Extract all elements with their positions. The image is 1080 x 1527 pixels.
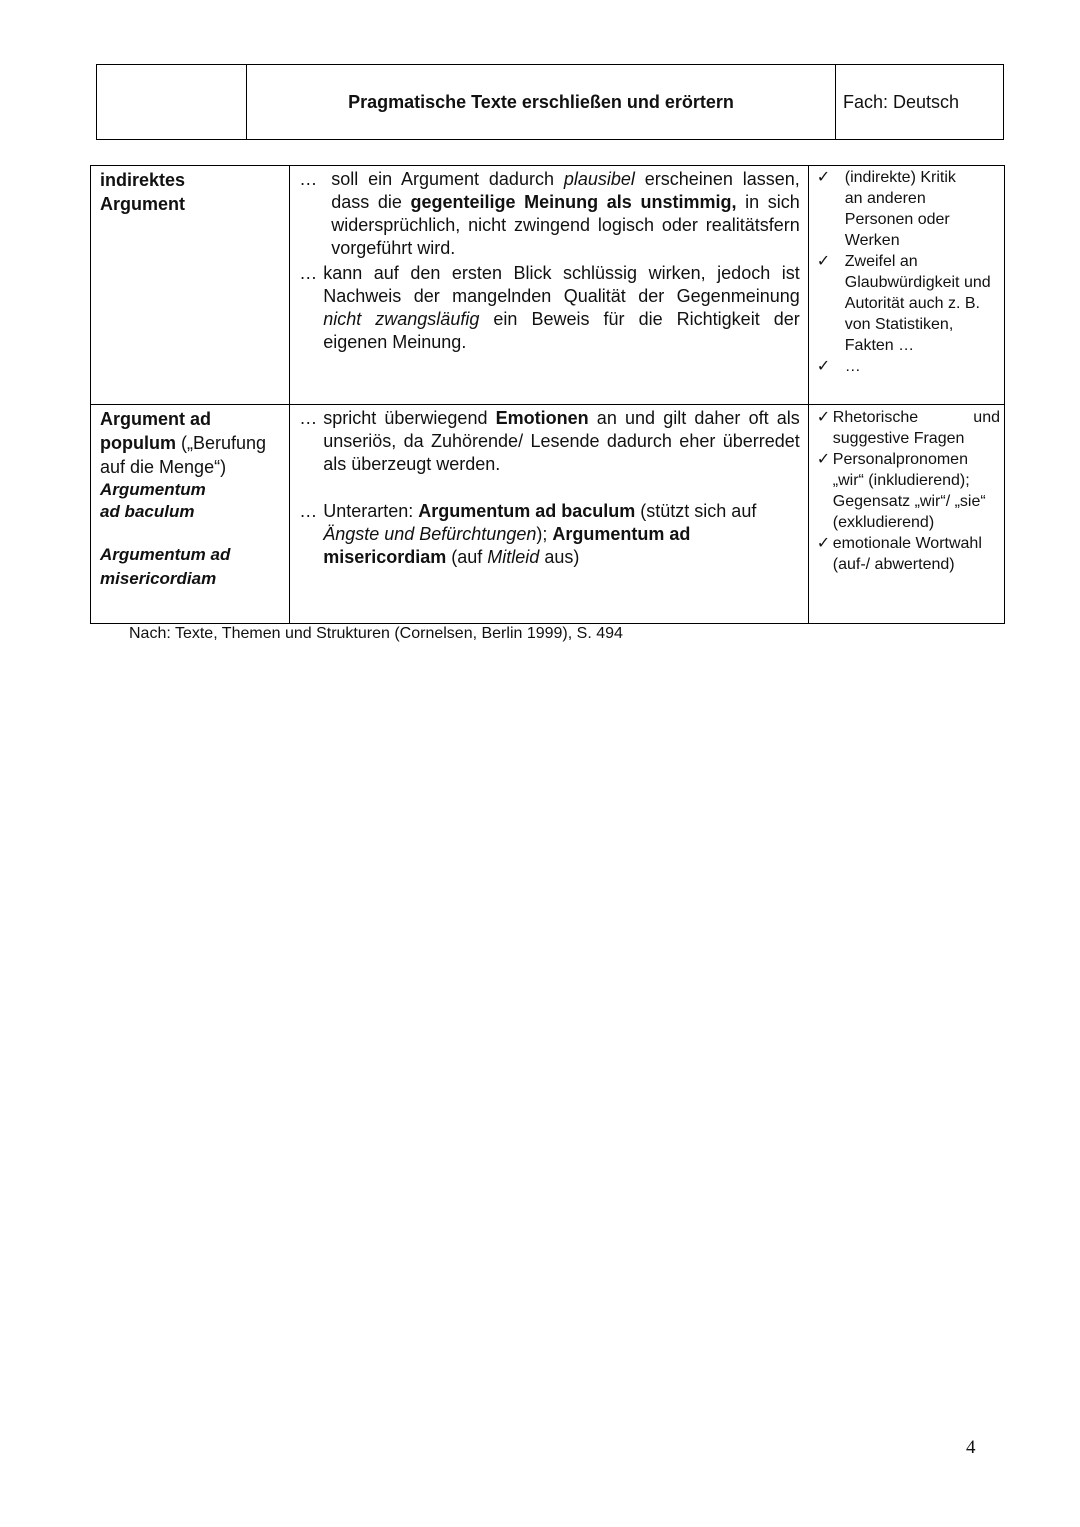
ellipsis-lead: … [299, 263, 318, 283]
subterm: Argumentum ad misericordiam [100, 545, 231, 588]
term-label [100, 409, 266, 477]
desc-text: soll ein Argument dadurch [331, 169, 564, 189]
desc-italic: Ängste und Befürchtungen [323, 524, 537, 544]
check-icon: ✓ [816, 253, 831, 270]
term-bold: Argument ad populum [100, 409, 212, 453]
description-paragraph [299, 500, 800, 569]
list-item [817, 167, 1000, 251]
desc-text: spricht überwiegend [323, 408, 496, 428]
header-title: Pragmatische Texte erschließen und erörtern [247, 65, 836, 139]
term-rest: („Berufung auf die Menge“) [100, 433, 267, 477]
desc-text: Unterarten: [323, 501, 419, 521]
table-row [91, 166, 1005, 405]
list-item [817, 407, 1000, 449]
desc-text: ein Beweis für die Richtigkeit der eigenen Meinung. [323, 309, 800, 352]
list-item [817, 251, 1000, 356]
desc-bold: Emotionen [495, 408, 589, 428]
check-icon: ✓ [816, 409, 831, 426]
description-paragraph [299, 168, 800, 260]
list-item-text: … [844, 358, 861, 375]
list-item [817, 356, 1000, 377]
list-item [817, 533, 1000, 575]
table-row [91, 405, 1005, 624]
desc-text: erscheinen lassen, dass die [331, 169, 800, 212]
description-cell [290, 405, 809, 624]
header-subject: Fach: Deutsch [843, 91, 960, 112]
desc-text: kann auf den ersten Blick schlüssig wirken, jedoch ist Nachweis der mangelnden Qualität der Gegenmeinung [323, 263, 800, 306]
description-paragraph [299, 262, 800, 354]
term-cell [91, 405, 290, 624]
list-item-text: Zweifel an Glaubwürdigkeit und Autorität auch z. B. von Statistiken, Fakten … [844, 253, 991, 354]
term-label: indirektes Argument [100, 170, 186, 214]
desc-text: (stützt sich auf [635, 501, 757, 521]
term-cell [91, 166, 290, 405]
desc-text: aus) [539, 547, 580, 567]
desc-italic: plausibel [563, 169, 635, 189]
list-item-text: emotionale Wortwahl (auf-/ abwertend) [832, 535, 982, 573]
desc-text: in sich widersprüchlich, nicht zwingend logisch oder realitätsfern vorgeführt wird. [331, 192, 800, 258]
argument-table [90, 165, 1005, 624]
desc-text: an und gilt daher oft als unseriös, da Zuhörende/ Lesende dadurch eher überredet als überzeugt werden. [323, 408, 800, 474]
list-item-text: Rhetorische und suggestive Fragen [832, 409, 1000, 447]
source-citation: Nach: Texte, Themen und Strukturen (Cornelsen, Berlin 1999), S. 494 [129, 625, 623, 642]
desc-italic: nicht zwangsläufig [323, 309, 480, 329]
document-header [96, 64, 1004, 140]
check-icon: ✓ [816, 451, 831, 468]
desc-italic: Mitleid [487, 547, 540, 567]
description-paragraph [299, 407, 800, 476]
check-icon: ✓ [816, 358, 831, 375]
desc-bold: Argumentum ad misericordiam [323, 524, 691, 567]
desc-text: (auf [446, 547, 488, 567]
subterm: Argumentum ad baculum [100, 480, 206, 521]
check-icon: ✓ [816, 535, 831, 552]
header-empty-cell [97, 65, 247, 139]
list-item-text: (indirekte) Kritik an anderen Personen oder Werken [844, 169, 956, 249]
examples-cell [808, 166, 1004, 405]
ellipsis-lead: … [299, 408, 318, 428]
list-item-text: Personalpronomen „wir“ (inkludierend); Gegensatz „wir“/ „sie“ (exkludierend) [832, 451, 986, 531]
ellipsis-lead: … [299, 501, 318, 521]
description-cell [290, 166, 809, 405]
ellipsis-lead: … [299, 169, 318, 189]
examples-cell [808, 405, 1004, 624]
check-icon: ✓ [816, 169, 831, 186]
desc-bold: Argumentum ad baculum [418, 501, 636, 521]
list-item [817, 449, 1000, 533]
desc-text: ); [536, 524, 553, 544]
desc-bold: gegenteilige Meinung als unstimmig, [410, 192, 737, 212]
page-number: 4 [966, 1437, 976, 1458]
